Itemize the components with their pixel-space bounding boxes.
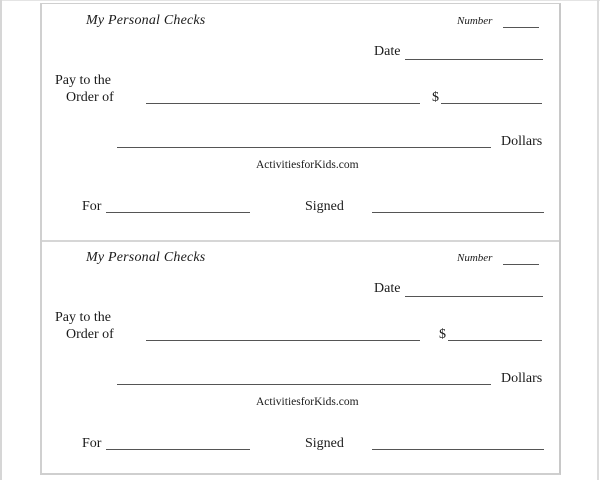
amount-words-field[interactable] [117,384,491,385]
watermark-text: ActivitiesforKids.com [256,159,359,171]
signature-field[interactable] [372,449,544,450]
page-edge-left [0,0,2,480]
dollar-sign: $ [432,90,439,105]
date-field[interactable] [405,296,543,297]
watermark-text: ActivitiesforKids.com [256,396,359,408]
page-edge-top [0,0,600,1]
check-1 [42,4,559,240]
number-label: Number [457,252,493,264]
page-edge-right [597,0,599,480]
signed-label: Signed [305,436,344,451]
signature-field[interactable] [372,212,544,213]
check-title: My Personal Checks [86,250,206,265]
date-field[interactable] [405,59,543,60]
number-field[interactable] [503,27,539,28]
check-title: My Personal Checks [86,13,206,28]
pay-to-label-line2: Order of [66,327,114,342]
for-label: For [82,199,102,214]
date-label: Date [374,44,401,59]
check-2 [42,240,559,478]
check-sheet [40,3,561,475]
date-label: Date [374,281,401,296]
dollars-label: Dollars [501,371,543,386]
amount-words-field[interactable] [117,147,491,148]
pay-to-label-line1: Pay to the [55,73,111,88]
amount-field[interactable] [441,103,542,104]
payee-field[interactable] [146,340,420,341]
number-label: Number [457,15,493,27]
memo-field[interactable] [106,212,250,213]
memo-field[interactable] [106,449,250,450]
payee-field[interactable] [146,103,420,104]
pay-to-label-line1: Pay to the [55,310,111,325]
dollars-label: Dollars [501,134,543,149]
pay-to-label-line2: Order of [66,90,114,105]
number-field[interactable] [503,264,539,265]
amount-field[interactable] [448,340,542,341]
signed-label: Signed [305,199,344,214]
for-label: For [82,436,102,451]
dollar-sign: $ [439,327,446,342]
